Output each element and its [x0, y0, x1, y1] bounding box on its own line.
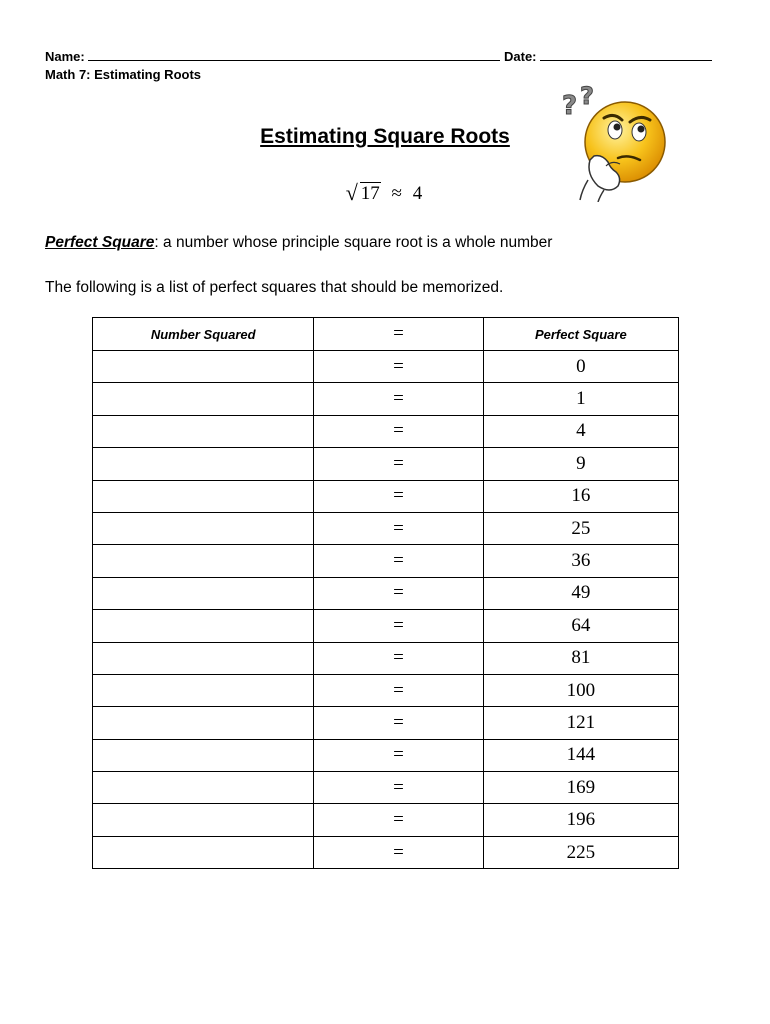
- equals-cell: =: [314, 480, 483, 512]
- table-row: [93, 545, 679, 577]
- name-date-line: [45, 48, 712, 64]
- number-squared-cell[interactable]: [93, 480, 314, 512]
- equals-cell: =: [314, 836, 483, 868]
- number-squared-cell[interactable]: [93, 772, 314, 804]
- name-field[interactable]: [88, 48, 500, 61]
- table-row: [93, 739, 679, 771]
- table-row: [93, 610, 679, 642]
- equation-result: 4: [412, 183, 423, 204]
- equals-cell: =: [314, 772, 483, 804]
- equals-cell: =: [314, 545, 483, 577]
- table-row: [93, 836, 679, 868]
- approx-symbol: ≈: [391, 183, 402, 204]
- number-squared-cell[interactable]: [93, 383, 314, 415]
- number-squared-cell[interactable]: [93, 836, 314, 868]
- radicand: 17: [360, 183, 380, 204]
- perfect-square-cell: 144: [483, 739, 678, 771]
- column-header-perfect-square: Perfect Square: [483, 318, 678, 351]
- perfect-square-cell: 49: [483, 577, 678, 609]
- number-squared-cell[interactable]: [93, 610, 314, 642]
- table-header-row: [93, 318, 679, 351]
- perfect-square-cell: 36: [483, 545, 678, 577]
- number-squared-cell[interactable]: [93, 545, 314, 577]
- equals-cell: =: [314, 707, 483, 739]
- table-row: [93, 480, 679, 512]
- perfect-square-cell: 196: [483, 804, 678, 836]
- column-header-equals: =: [314, 318, 483, 351]
- number-squared-cell[interactable]: [93, 351, 314, 383]
- definition: [45, 234, 552, 252]
- page-title-text: Estimating Square Roots: [260, 125, 510, 148]
- perfect-square-cell: 4: [483, 415, 678, 447]
- equals-cell: =: [314, 383, 483, 415]
- perfect-square-cell: 1: [483, 383, 678, 415]
- perfect-square-cell: 121: [483, 707, 678, 739]
- perfect-square-cell: 64: [483, 610, 678, 642]
- equals-cell: =: [314, 448, 483, 480]
- perfect-square-cell: 16: [483, 480, 678, 512]
- number-squared-cell[interactable]: [93, 674, 314, 706]
- perfect-square-cell: 0: [483, 351, 678, 383]
- number-squared-cell[interactable]: [93, 804, 314, 836]
- radical-sign-icon: √: [345, 180, 358, 205]
- square-root-expression: [345, 180, 381, 205]
- equals-cell: =: [314, 351, 483, 383]
- intro-text: The following is a list of perfect squares that should be memorized.: [45, 279, 504, 296]
- perfect-square-cell: 9: [483, 448, 678, 480]
- number-squared-cell[interactable]: [93, 739, 314, 771]
- question-mark-icon: ?: [562, 91, 578, 121]
- number-squared-cell[interactable]: [93, 642, 314, 674]
- column-header-number-squared: Number Squared: [93, 318, 314, 351]
- perfect-square-cell: 169: [483, 772, 678, 804]
- definition-text: : a number whose principle square root is a whole number: [154, 234, 553, 251]
- course-title: Math 7: Estimating Roots: [45, 67, 202, 82]
- table-row: [93, 707, 679, 739]
- date-label: Date:: [504, 49, 537, 64]
- equals-cell: =: [314, 577, 483, 609]
- table-row: [93, 351, 679, 383]
- date-field[interactable]: [540, 48, 712, 61]
- number-squared-cell[interactable]: [93, 707, 314, 739]
- perfect-square-cell: 225: [483, 836, 678, 868]
- perfect-square-cell: 25: [483, 512, 678, 544]
- perfect-square-cell: 100: [483, 674, 678, 706]
- table-row: [93, 642, 679, 674]
- table-row: [93, 674, 679, 706]
- equals-cell: =: [314, 642, 483, 674]
- equals-cell: =: [314, 739, 483, 771]
- number-squared-cell[interactable]: [93, 512, 314, 544]
- table-row: [93, 512, 679, 544]
- example-equation: [0, 180, 770, 205]
- number-squared-cell[interactable]: [93, 415, 314, 447]
- equals-cell: =: [314, 804, 483, 836]
- perfect-square-cell: 81: [483, 642, 678, 674]
- equals-cell: =: [314, 610, 483, 642]
- equals-cell: =: [314, 512, 483, 544]
- table-row: [93, 415, 679, 447]
- table-row: [93, 772, 679, 804]
- table-row: [93, 804, 679, 836]
- number-squared-cell[interactable]: [93, 448, 314, 480]
- page-title: [0, 125, 770, 149]
- question-mark-icon: ?: [580, 82, 594, 110]
- perfect-squares-table: [92, 317, 679, 869]
- equals-cell: =: [314, 674, 483, 706]
- number-squared-cell[interactable]: [93, 577, 314, 609]
- table-row: [93, 383, 679, 415]
- definition-term: Perfect Square: [45, 234, 155, 251]
- table-row: [93, 577, 679, 609]
- name-label: Name:: [45, 49, 85, 64]
- table-row: [93, 448, 679, 480]
- equals-cell: =: [314, 415, 483, 447]
